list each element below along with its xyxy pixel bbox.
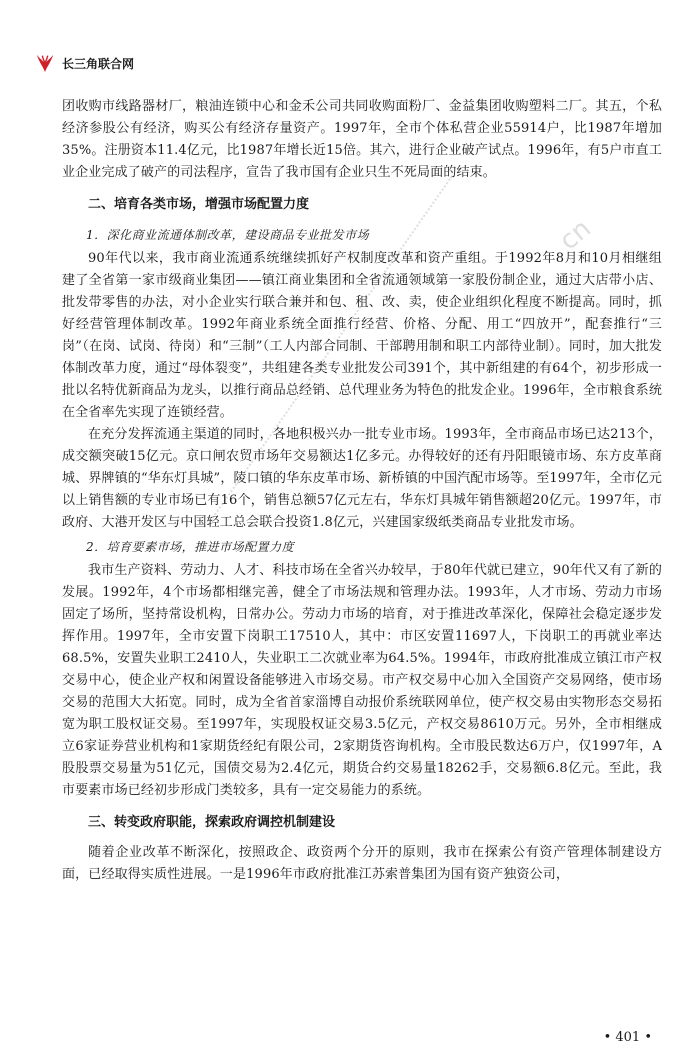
paragraph-specialized-markets: 在充分发挥流通主渠道的同时，各地积极兴办一批专业市场。1993年，全市商品市场已达213个，成交额突破15亿元。京口闸农贸市场年交易额达1亿多元。办得较好的还有丹阳眼镜市场、东方皮革商城、界牌镇的“华东灯具城”，陵口镇的华东皮革市场、新桥镇的中国汽配市场等。至1997年，全市亿元以上销售额的专业市场已有16个，销售总额57亿元左右，华东灯具城年销售额超20亿元。1997年，市政府、大港开发区与中国轻工总会联合投资1.8亿元，兴建国家级纸类商品专业批发市场。	[62, 427, 662, 530]
page-number: • 401 •	[603, 1030, 652, 1045]
section-heading-3: 三、转变政府职能，探索政府调控机制建设	[88, 815, 336, 830]
section-heading-2: 二、培育各类市场，增强市场配置力度	[88, 197, 310, 212]
paragraph-commerce-reform: 90年代以来，我市商业流通系统继续抓好产权制度改革和资产重组。于1992年8月和10月相继组建了全省第一家市级商业集团——镇江商业集团和全省流通领域第一家股份制企业，通过大店带小店、批发带零售的办法，对小企业实行联合兼并和包、租、改、卖，使企业组织化程度不断提高。同时，抓好经营管理体制改革。1992年商业系统全面推行经营、价格、分配、用工“四放开”，配套推行“三岗”（在岗、试岗、待岗）和“三制”（工人内部合同制、干部聘用制和职工内部待业制）。同时，加大批发体制改革力度，通过“母体裂变”，共组建各类专业批发公司391个，其中新组建的有64个，初步形成一批以名特优新商品为龙头，以推行商品总经销、总代理业务为特色的批发企业。1996年，全市粮食系统在全省率先实现了连锁经营。	[62, 251, 662, 420]
paragraph-intro: 团收购市线路器材厂，粮油连锁中心和金禾公司共同收购面粉厂、金益集团收购塑料二厂。其五，个私经济参股公有经济，购买公有经济存量资产。1997年，全市个体私营企业55914户，比1987年增加35%。注册资本11.4亿元，比1987年增长近15倍。其六，进行企业破产试点。1996年，有5户市直工业企业完成了破产的司法程序，宣告了我市国有企业只生不死局面的结束。	[62, 99, 662, 180]
logo-text: 长三角联合网	[62, 56, 135, 71]
subsection-heading-2: 2．培育要素市场，推进市场配置力度	[86, 540, 295, 554]
subsection-heading-1: 1．深化商业流通体制改革，建设商品专业批发市场	[86, 228, 370, 242]
site-header	[34, 52, 134, 74]
logo-icon	[34, 52, 56, 74]
page-body	[62, 96, 662, 886]
watermark: cn	[553, 213, 597, 257]
paragraph-government-functions: 随着企业改革不断深化，按照政企、政资两个分开的原则，我市在探索公有资产管理体制建设方面，已经取得实质性进展。一是1996年市政府批准江苏索普集团为国有资产独资公司，	[62, 845, 662, 882]
paragraph-factor-markets: 我市生产资料、劳动力、人才、科技市场在全省兴办较早，于80年代就已建立，90年代又有了新的发展。1992年，4个市场都相继完善，健全了市场法规和管理办法。1993年，人才市场、劳动力市场固定了场所，坚持常设机构，日常办公。劳动力市场的培育，对于推进改革深化，保障社会稳定逐步发挥作用。1997年，全市安置下岗职工17510人，其中：市区安置11697人，下岗职工的再就业率达68.5%，安置失业职工2410人，失业职工二次就业率为64.5%。1994年，市政府批准成立镇江市产权交易中心，使企业产权和闲置设备能够进入市场交易。市产权交易中心加入全国资产交易网络，使市场交易的范围大大拓宽。同时，成为全省首家淄博自动报价系统联网单位，使产权交易由实物形态交易拓宽为职工股权证交易。至1997年，实现股权证交易3.5亿元，产权交易8610万元。另外，全市相继成立6家证券营业机构和1家期货经纪有限公司，2家期货咨询机构。全市股民数达6万户，仅1997年，A股股票交易量为51亿元，国债交易为2.4亿元，期货合约交易量18262手，交易额6.8亿元。至此，我市要素市场已经初步形成门类较多，具有一定交易能力的系统。	[62, 563, 662, 798]
